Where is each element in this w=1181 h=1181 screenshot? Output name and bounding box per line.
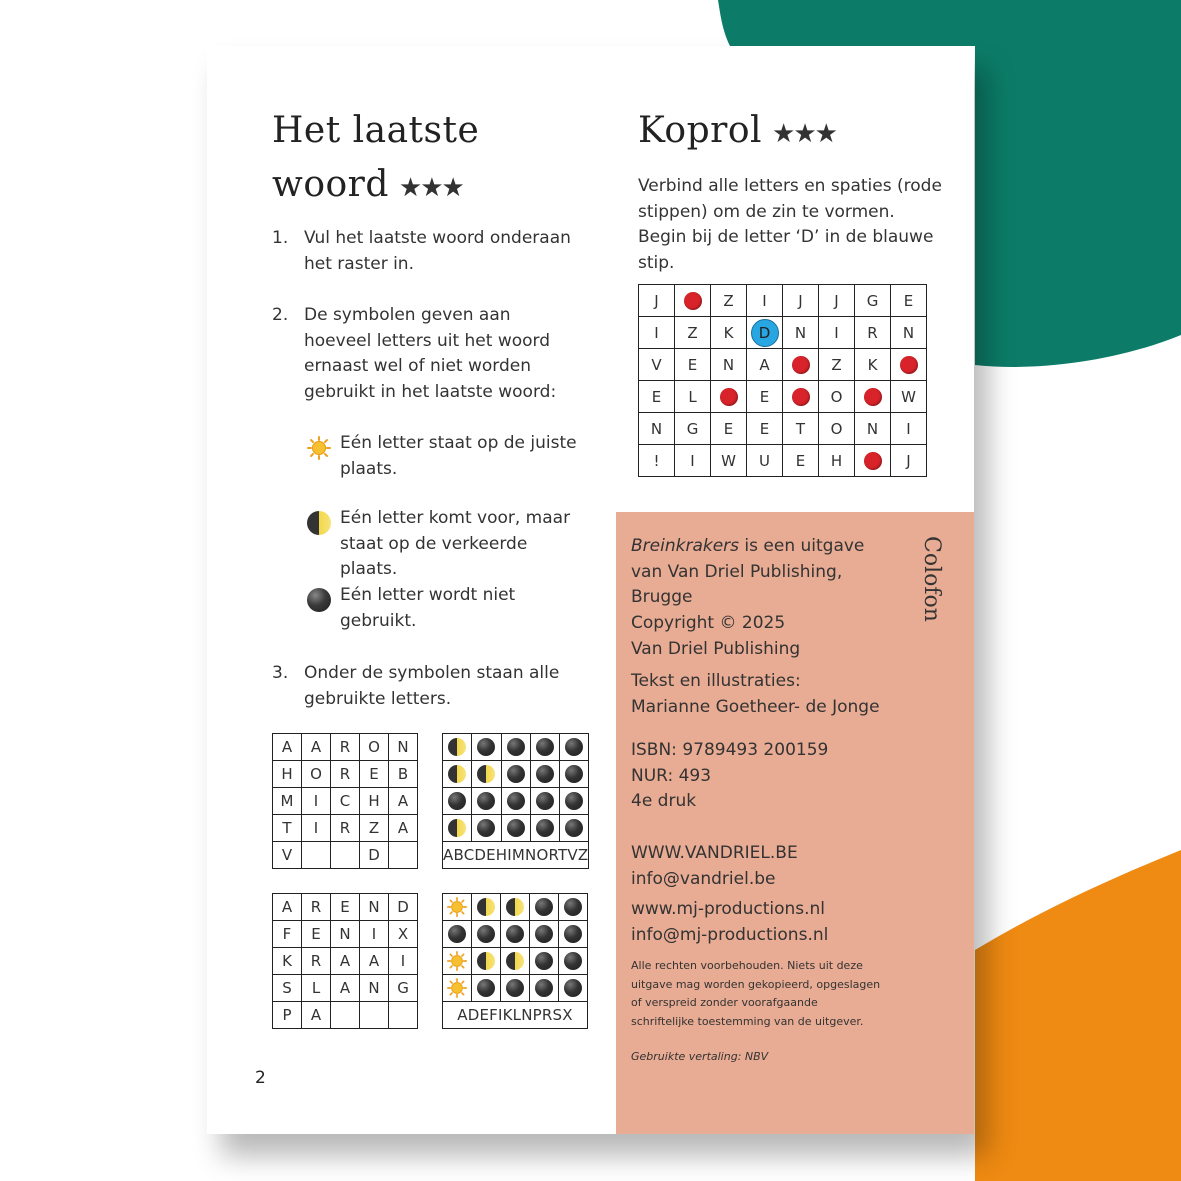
sun-symbol-cell bbox=[443, 948, 472, 975]
translation-text: Gebruikte vertaling: NBV bbox=[631, 1050, 769, 1063]
half-moon-icon bbox=[506, 952, 524, 970]
koprol-letter-cell: ! bbox=[639, 445, 675, 477]
dark-circle-icon bbox=[565, 819, 583, 837]
letter-cell: F bbox=[273, 921, 302, 948]
letter-cell: A bbox=[331, 975, 360, 1002]
letter-cell: N bbox=[331, 921, 360, 948]
red-dot-icon bbox=[792, 356, 810, 374]
contact-info-1 bbox=[631, 841, 901, 892]
dark-symbol-cell bbox=[560, 734, 589, 761]
red-dot-icon bbox=[864, 452, 882, 470]
red-dot-icon bbox=[864, 388, 882, 406]
letter-cell: A bbox=[331, 948, 360, 975]
space-dot-cell bbox=[711, 381, 747, 413]
half-moon-symbol-cell bbox=[501, 894, 530, 921]
letter-cell: Z bbox=[360, 815, 389, 842]
koprol-letter-cell: T bbox=[783, 413, 819, 445]
letter-cell: T bbox=[273, 815, 302, 842]
koprol-letter-cell: J bbox=[891, 445, 927, 477]
sun-symbol-cell bbox=[443, 975, 472, 1002]
website-link-1[interactable]: WWW.VANDRIEL.BE bbox=[631, 843, 798, 863]
letter-cell: C bbox=[331, 788, 360, 815]
letter-grid-1 bbox=[272, 733, 418, 869]
dark-symbol-cell bbox=[530, 948, 559, 975]
koprol-letter-cell: N bbox=[711, 349, 747, 381]
half-moon-symbol-cell bbox=[443, 734, 472, 761]
step-text: De symbolen geven aan hoeveel letters uit het woord ernaast wel of niet worden gebruikt in het laatste woord: bbox=[304, 305, 557, 402]
credits-label: Tekst en illustraties: bbox=[631, 671, 801, 691]
letter-cell: I bbox=[302, 788, 331, 815]
koprol-letter-cell: E bbox=[891, 285, 927, 317]
dark-symbol-cell bbox=[530, 734, 559, 761]
letter-cell: N bbox=[360, 894, 389, 921]
dark-circle-icon bbox=[448, 925, 466, 943]
letter-cell: R bbox=[331, 761, 360, 788]
koprol-letter-cell: I bbox=[819, 317, 855, 349]
sun-icon bbox=[307, 436, 331, 460]
symbol-grid-2 bbox=[442, 893, 588, 1029]
letter-cell: D bbox=[360, 842, 389, 869]
step-number: 3. bbox=[272, 663, 289, 683]
dark-circle-icon bbox=[565, 792, 583, 810]
koprol-letter-cell: E bbox=[747, 381, 783, 413]
koprol-letter-cell: O bbox=[819, 381, 855, 413]
step-text: Vul het laatste woord onderaan het raster in. bbox=[304, 228, 571, 274]
koprol-letter-cell: I bbox=[639, 317, 675, 349]
koprol-letter-cell: A bbox=[747, 349, 783, 381]
sun-symbol-cell bbox=[443, 894, 472, 921]
dark-symbol-cell bbox=[501, 761, 530, 788]
letter-cell: H bbox=[360, 788, 389, 815]
dark-circle-icon bbox=[506, 925, 524, 943]
author-name: Marianne Goetheer- de Jonge bbox=[631, 696, 880, 717]
letter-cell: X bbox=[389, 921, 418, 948]
letter-cell: A bbox=[389, 788, 418, 815]
dark-circle-icon bbox=[564, 952, 582, 970]
letter-cell: S bbox=[273, 975, 302, 1002]
letter-cell bbox=[360, 1002, 389, 1029]
dark-circle-icon bbox=[536, 819, 554, 837]
letter-cell bbox=[302, 842, 331, 869]
koprol-letter-cell: U bbox=[747, 445, 783, 477]
half-moon-symbol-cell bbox=[472, 894, 501, 921]
title-line-1: Het laatste bbox=[272, 110, 480, 151]
dark-circle-icon bbox=[507, 765, 525, 783]
dark-circle-icon bbox=[477, 979, 495, 997]
letter-grid-2 bbox=[272, 893, 418, 1029]
koprol-letter-cell: N bbox=[855, 413, 891, 445]
dark-circle-icon bbox=[307, 588, 331, 612]
dark-circle-icon bbox=[535, 925, 553, 943]
difficulty-stars: ★★★ bbox=[772, 119, 836, 149]
letter-cell: N bbox=[360, 975, 389, 1002]
letter-cell: I bbox=[360, 921, 389, 948]
step-number: 1. bbox=[272, 228, 289, 248]
letter-cell bbox=[331, 1002, 360, 1029]
dark-symbol-cell bbox=[559, 921, 588, 948]
email-link-2[interactable]: info@mj-productions.nl bbox=[631, 924, 829, 945]
half-moon-symbol-cell bbox=[501, 948, 530, 975]
colofon-panel bbox=[616, 512, 974, 1134]
used-letters-footer: ADEFIKLNPRSX bbox=[443, 1002, 588, 1029]
legend-text: Eén letter komt voor, maar staat op de verkeerde plaats. bbox=[340, 508, 571, 579]
letter-cell: E bbox=[302, 921, 331, 948]
dark-symbol-cell bbox=[472, 921, 501, 948]
letter-cell: O bbox=[302, 761, 331, 788]
koprol-letter-cell: K bbox=[855, 349, 891, 381]
series-name: Breinkrakers bbox=[631, 536, 740, 556]
letter-cell: I bbox=[389, 948, 418, 975]
koprol-letter-cell: G bbox=[855, 285, 891, 317]
used-letters-footer: ABCDEHIMNORTVZ bbox=[443, 842, 589, 869]
koprol-letter-cell: I bbox=[747, 285, 783, 317]
website-link-2[interactable]: www.mj-productions.nl bbox=[631, 899, 826, 919]
koprol-letter-cell: N bbox=[891, 317, 927, 349]
difficulty-stars: ★★★ bbox=[398, 173, 463, 203]
half-moon-symbol-cell bbox=[472, 761, 501, 788]
letter-cell: B bbox=[389, 761, 418, 788]
isbn: ISBN: 9789493 200159 bbox=[631, 740, 829, 760]
dark-symbol-cell bbox=[530, 815, 559, 842]
dark-symbol-cell bbox=[530, 894, 559, 921]
dark-circle-icon bbox=[536, 738, 554, 756]
koprol-letter-cell: E bbox=[711, 413, 747, 445]
red-dot-icon bbox=[684, 292, 702, 310]
letter-cell: O bbox=[360, 734, 389, 761]
dark-symbol-cell bbox=[559, 948, 588, 975]
koprol-letter-cell: O bbox=[819, 413, 855, 445]
dark-symbol-cell bbox=[530, 975, 559, 1002]
half-moon-icon bbox=[448, 819, 466, 837]
colofon-label: Colofon bbox=[919, 536, 944, 622]
space-dot-cell bbox=[855, 381, 891, 413]
koprol-letter-cell: I bbox=[891, 413, 927, 445]
book-page bbox=[207, 46, 974, 1134]
letter-cell: A bbox=[273, 894, 302, 921]
dark-circle-icon bbox=[507, 819, 525, 837]
step-number: 2. bbox=[272, 305, 289, 325]
koprol-letter-cell: E bbox=[639, 381, 675, 413]
dark-circle-icon bbox=[564, 979, 582, 997]
dark-symbol-cell bbox=[560, 761, 589, 788]
letter-cell: A bbox=[302, 734, 331, 761]
sun-icon bbox=[447, 951, 467, 971]
letter-cell bbox=[389, 1002, 418, 1029]
half-moon-icon bbox=[307, 511, 331, 535]
start-letter-cell bbox=[747, 317, 783, 349]
dark-circle-icon bbox=[448, 792, 466, 810]
koprol-letter-cell: R bbox=[855, 317, 891, 349]
dark-symbol-cell bbox=[501, 921, 530, 948]
koprol-letter-cell: V bbox=[639, 349, 675, 381]
dark-circle-icon bbox=[477, 738, 495, 756]
dark-symbol-cell bbox=[501, 734, 530, 761]
half-moon-icon bbox=[448, 765, 466, 783]
credits-info bbox=[631, 669, 901, 720]
dark-circle-icon bbox=[535, 979, 553, 997]
koprol-letter-cell: Z bbox=[675, 317, 711, 349]
dark-circle-icon bbox=[564, 898, 582, 916]
dark-circle-icon bbox=[507, 738, 525, 756]
legend-text: Eén letter staat op de juiste plaats. bbox=[340, 433, 577, 479]
koprol-instructions: Verbind alle letters en spaties (rode stippen) om de zin te vormen. Begin bij de letter ‘D’ in de blauwe stip. bbox=[638, 176, 942, 273]
letter-cell: L bbox=[302, 975, 331, 1002]
puzzle-title-koprol bbox=[638, 104, 836, 161]
half-moon-symbol-cell bbox=[443, 815, 472, 842]
dark-symbol-cell bbox=[560, 815, 589, 842]
koprol-letter-cell: L bbox=[675, 381, 711, 413]
dark-symbol-cell bbox=[559, 975, 588, 1002]
koprol-letter-cell: W bbox=[891, 381, 927, 413]
title-text: Koprol bbox=[638, 110, 763, 151]
koprol-letter-cell: W bbox=[711, 445, 747, 477]
copyright-holder: Van Driel Publishing bbox=[631, 638, 801, 659]
isbn-info bbox=[631, 738, 901, 815]
dark-symbol-cell bbox=[559, 894, 588, 921]
koprol-letter-cell: E bbox=[783, 445, 819, 477]
nur: NUR: 493 bbox=[631, 765, 712, 786]
koprol-letter-cell: G bbox=[675, 413, 711, 445]
copyright-info bbox=[631, 611, 901, 662]
letter-cell: M bbox=[273, 788, 302, 815]
dark-symbol-cell bbox=[501, 815, 530, 842]
letter-cell: I bbox=[302, 815, 331, 842]
sun-icon bbox=[447, 897, 467, 917]
dark-circle-icon bbox=[535, 898, 553, 916]
space-dot-cell bbox=[675, 285, 711, 317]
dark-circle-icon bbox=[564, 925, 582, 943]
dark-symbol-cell bbox=[501, 788, 530, 815]
space-dot-cell bbox=[891, 349, 927, 381]
koprol-letter-cell: N bbox=[783, 317, 819, 349]
dark-circle-icon bbox=[565, 765, 583, 783]
dark-circle-icon bbox=[506, 979, 524, 997]
half-moon-symbol-cell bbox=[472, 948, 501, 975]
letter-cell: H bbox=[273, 761, 302, 788]
letter-cell: N bbox=[389, 734, 418, 761]
koprol-letter-cell: Z bbox=[711, 285, 747, 317]
letter-cell: A bbox=[389, 815, 418, 842]
koprol-grid bbox=[638, 284, 927, 477]
dark-symbol-cell bbox=[443, 921, 472, 948]
letter-cell: E bbox=[331, 894, 360, 921]
letter-cell: E bbox=[360, 761, 389, 788]
letter-cell: A bbox=[360, 948, 389, 975]
dark-symbol-cell bbox=[472, 815, 501, 842]
koprol-letter-cell: Z bbox=[819, 349, 855, 381]
dark-symbol-cell bbox=[560, 788, 589, 815]
rights-notice: Alle rechten voorbehouden. Niets uit deze uitgave mag worden gekopieerd, opgeslagen of verspreid zonder voorafgaande schriftelijke toestemming van de uitgever. bbox=[631, 959, 881, 1028]
copyright-line: Copyright © 2025 bbox=[631, 613, 786, 633]
publisher-text: is een uitgave van Van Driel Publishing, Brugge bbox=[631, 536, 865, 607]
dark-circle-icon bbox=[535, 952, 553, 970]
koprol-letter-cell: I bbox=[675, 445, 711, 477]
letter-cell bbox=[331, 842, 360, 869]
red-dot-icon bbox=[720, 388, 738, 406]
red-dot-icon bbox=[900, 356, 918, 374]
half-moon-icon bbox=[477, 765, 495, 783]
step-text: Onder de symbolen staan alle gebruikte letters. bbox=[304, 663, 560, 709]
email-link-1[interactable]: info@vandriel.be bbox=[631, 868, 776, 889]
space-dot-cell bbox=[783, 381, 819, 413]
koprol-letter-cell: N bbox=[639, 413, 675, 445]
letter-cell: R bbox=[331, 815, 360, 842]
dark-symbol-cell bbox=[443, 788, 472, 815]
half-moon-icon bbox=[477, 952, 495, 970]
koprol-letter-cell: J bbox=[639, 285, 675, 317]
publisher-info bbox=[631, 534, 901, 611]
letter-cell: R bbox=[331, 734, 360, 761]
koprol-letter-cell: H bbox=[819, 445, 855, 477]
page-number: 2 bbox=[255, 1068, 266, 1088]
half-moon-icon bbox=[448, 738, 466, 756]
koprol-letter-cell: K bbox=[711, 317, 747, 349]
space-dot-cell bbox=[855, 445, 891, 477]
translation-note bbox=[631, 1048, 901, 1067]
letter-cell: A bbox=[273, 734, 302, 761]
title-line-2: woord bbox=[272, 164, 389, 205]
contact-info-2 bbox=[631, 897, 901, 948]
dark-circle-icon bbox=[477, 925, 495, 943]
dark-circle-icon bbox=[536, 765, 554, 783]
puzzle-title-het-laatste-woord bbox=[272, 104, 479, 215]
letter-cell: P bbox=[273, 1002, 302, 1029]
half-moon-icon bbox=[477, 898, 495, 916]
dark-circle-icon bbox=[507, 792, 525, 810]
koprol-letter-cell: E bbox=[747, 413, 783, 445]
koprol-letter-cell: J bbox=[783, 285, 819, 317]
letter-cell bbox=[389, 842, 418, 869]
letter-cell: V bbox=[273, 842, 302, 869]
dark-symbol-cell bbox=[530, 788, 559, 815]
letter-cell: D bbox=[389, 894, 418, 921]
dark-circle-icon bbox=[536, 792, 554, 810]
dark-symbol-cell bbox=[472, 788, 501, 815]
dark-circle-icon bbox=[565, 738, 583, 756]
koprol-letter-cell: J bbox=[819, 285, 855, 317]
dark-symbol-cell bbox=[472, 975, 501, 1002]
koprol-letter-cell: E bbox=[675, 349, 711, 381]
letter-cell: G bbox=[389, 975, 418, 1002]
edition: 4e druk bbox=[631, 791, 697, 811]
blue-start-dot: D bbox=[751, 319, 779, 347]
dark-symbol-cell bbox=[472, 734, 501, 761]
letter-cell: K bbox=[273, 948, 302, 975]
legend-text: Eén letter wordt niet gebruikt. bbox=[340, 585, 516, 631]
half-moon-icon bbox=[506, 898, 524, 916]
letter-cell: A bbox=[302, 1002, 331, 1029]
dark-symbol-cell bbox=[501, 975, 530, 1002]
letter-cell: R bbox=[302, 894, 331, 921]
dark-symbol-cell bbox=[530, 921, 559, 948]
half-moon-symbol-cell bbox=[443, 761, 472, 788]
space-dot-cell bbox=[783, 349, 819, 381]
dark-circle-icon bbox=[477, 819, 495, 837]
sun-icon bbox=[447, 978, 467, 998]
red-dot-icon bbox=[792, 388, 810, 406]
dark-circle-icon bbox=[477, 792, 495, 810]
symbol-grid-1 bbox=[442, 733, 589, 869]
dark-symbol-cell bbox=[530, 761, 559, 788]
letter-cell: R bbox=[302, 948, 331, 975]
